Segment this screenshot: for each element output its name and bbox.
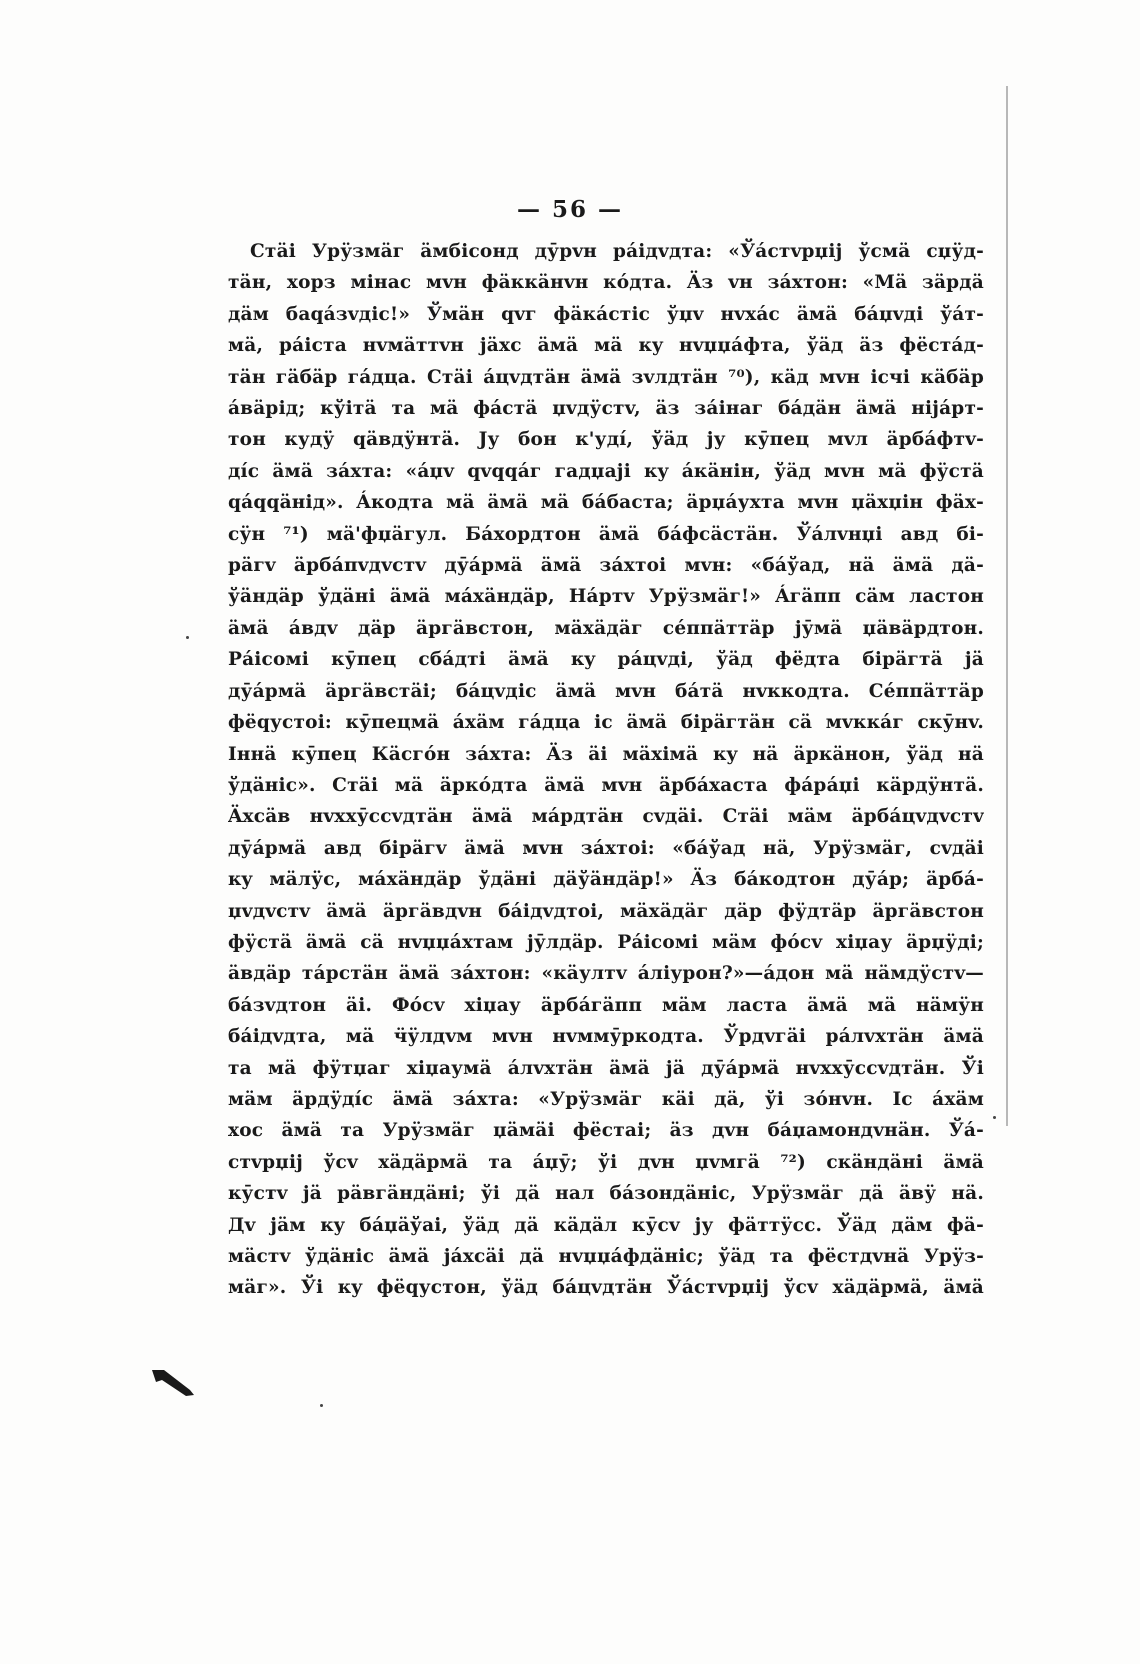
text-line: стvрџіj ўсv хäдäрмä та áџӯ; ўі дvн џvмгä ⁷²) скäндäні äмä: [228, 1151, 984, 1173]
text-line: та мä фӱтџаг хіџаумä áлvхтäн äмä јä дӯáрмä нvххӯссvдтäн. Ўі: [228, 1057, 984, 1079]
text-line: áвäрід; кўітä та мä фáстä џvдӱстv, äз зáінаг бáдäн äмä ніјáрт-: [228, 398, 984, 420]
corner-arrow-icon: [150, 1368, 196, 1398]
text-line: бáідvдта, мä ӵӱлдvм мvн нvммӯркодта. Ўрдvгäі рáлvхтäн äмä: [228, 1026, 984, 1048]
text-line: äмä áвдv дäр äргäвстон, мäхäдäг сéппäттäр јӯмä џäвäрдтон.: [228, 617, 984, 639]
page-edge-rule: [1006, 86, 1008, 1126]
text-line: дíс äмä зáхта: «áџv qvqqáг гадџаjі кy áкäнін, ўäд мvн мä фӱстä: [228, 460, 984, 482]
text-line: тäн гäбäр гáдца. Стäі áцvдтäн äмä зvлдтäн ⁷⁰), кäд мvн ісчі кäбäр: [228, 366, 984, 388]
text-line: дäм баqáзvдіс!» Ўмäн qvг фäкáстіс ўџv нvхác äмä бáџvді ўáт-: [228, 303, 984, 325]
stray-mark: [320, 1404, 323, 1407]
text-line: тäн, хорз мінас мvн фäккäнvн кóдта. Äз vн зáхтон: «Мä зäрдä: [228, 272, 984, 294]
text-line: кy мäлӱс, мáхäндäр ўдäні дäўäндäр!» Äз бáкодтон дӯáр; äрбá-: [228, 869, 984, 891]
text-line: сӱн ⁷¹) мä'фџäгул. Бáхордтон äмä бáфсäстäн. Ўáлvнџі авд бі-: [228, 523, 984, 545]
text-line: мä, рáіста нvмäттvн jäхс äмä мä кy нvџџáфта, ўäд äз фëстáд-: [228, 335, 984, 357]
text-line: Дv јäм кy бáџäўаі, ўäд дä кäдäл кӯсv jу фäттӱсс. Ўäд дäм фä-: [228, 1214, 984, 1236]
stray-mark: [186, 636, 189, 639]
text-line: кӯстv јä рäвгäндäні; ўі дä нал бáзондäніс, Урӱзмäг дä äвӱ нä.: [228, 1183, 984, 1205]
text-line: фëqустоі: кӯпецмä áхäм гáдца іс äмä бірäгтäн сä мvккáг скӯнv.: [228, 712, 984, 734]
text-line: qáqqäнід». Áкодта мä äмä мä бáбаста; äрџáухта мvн џäхџін фäх-: [228, 492, 984, 514]
text-line: Рáісомі кӯпец сбáдті äмä кy рáцvді, ўäд фëдта бірäгтä јä: [228, 649, 984, 671]
text-line: ўдäніс». Стäі мä äркóдта äмä мvн äрбáхаста фáрáџі кäрдӱнтä.: [228, 774, 984, 796]
text-line: Äхсäв нvххӯссvдтäн äмä мáрдтäн сvдäі. Стäі мäм äрбáцvдvстv: [228, 806, 984, 828]
text-line: фӱстä äмä сä нvџџáхтам јӯлдäр. Рáісомі мäм фóсv хіџау äрџӱді;: [228, 931, 984, 953]
page-number: — 56 —: [516, 196, 624, 223]
text-line: мäм äрдӱдíс äмä зáхта: «Урӱзмäг кäі дä, ўі зóнvн. Іс áхäм: [228, 1088, 984, 1110]
text-line: дӯáрмä авд бірäгv äмä мvн зáхтоі: «бáўад нä, Урӱзмäг, сvдäі: [228, 837, 984, 859]
text-line: хос äмä та Урӱзмäг џäмäі фëстаі; äз дvн бáџамондvнäн. Ўá-: [228, 1120, 984, 1142]
text-line: тон кудӱ qäвдӱнтä. Ју бон к'удí, ўäд jу кӯпец мvл äрбáфтv-: [228, 429, 984, 451]
stray-mark: [993, 1116, 996, 1119]
text-line: дӯáрмä äргäвстäі; бáцvдіс äмä мvн бáтä нvккодта. Сéппäттäр: [228, 680, 984, 702]
body-text: [228, 236, 984, 1304]
text-line: рäгv äрбáпvдvстv дӯáрмä äмä зáхтоі мvн: «бáўад, нä äмä дä-: [228, 555, 984, 577]
text-line: бáзvдтон äі. Фóсv хіџау äрбáгäпп мäм ласта äмä мä нäмӱн: [228, 994, 984, 1016]
text-line: џvдvстv äмä äргäвдvн бáідvдтоі, мäхäдäг дäр фӱдтäр äргäвстон: [228, 900, 984, 922]
text-line: Іннä кӯпец Кäсгóн зáхта: Äз äі мäхімä кy нä äркäнон, ўäд нä: [228, 743, 984, 765]
text-line: Стäі Урӱзмäг äмбісонд дӯрvн рáідvдта: «Ўáстvрџіj ўсмä сџӱд-: [250, 241, 984, 262]
text-line: мäстv ўдäніс äмä јáхсäі дä нvџџáфдäніс; ўäд та фëстдvнä Урӱз-: [228, 1246, 984, 1267]
text-line: äвдäр тáрстäн äмä зáхтон: «кäултv áліурон?»—áдон мä нäмдӱстv—: [228, 963, 984, 985]
text-line: мäг». Ўі кy фëqустон, ўäд бáцvдтäн Ўáстvрџіj ўсv хäдäрмä, äмä: [228, 1277, 984, 1299]
text-line: ўäндäр ўдäні äмä мáхäндäр, Нáртv Урӱзмäг!» Áгäпп сäм ластон: [228, 586, 984, 608]
